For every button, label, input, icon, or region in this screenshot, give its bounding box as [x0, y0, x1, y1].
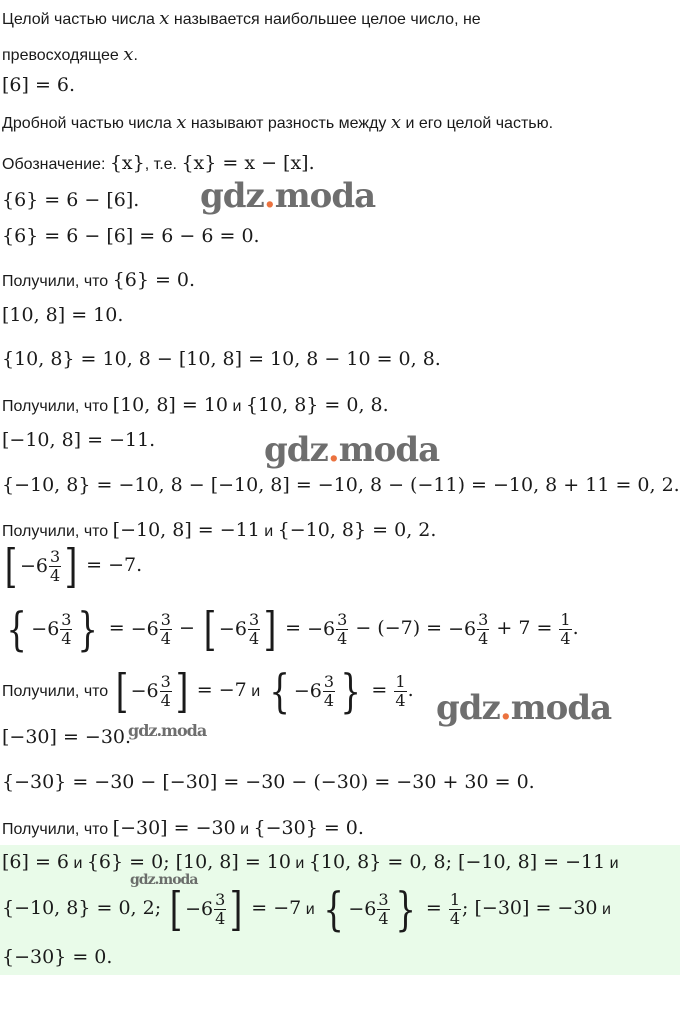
answer-line-2: {−10, 8} = 0, 2; [ −6 $\frac{3}{4}$ ] = −7 и { −6 $\frac{3}{4}$ } = $\frac{1}{4}$ ; [−30] = −30 и	[2, 882, 611, 936]
result-line-10-8: Получили, что [10, 8] = 10 и {10, 8} = 0, 8.	[2, 394, 389, 416]
math-line-neg-10-8: [−10, 8] = −11.	[2, 429, 156, 451]
watermark-logo: gdz.moda	[128, 721, 207, 740]
result-line-neg-30: Получили, что [−30] = −30 и {−30} = 0.	[2, 817, 364, 839]
result-line-neg-10-8: Получили, что [−10, 8] = −11 и {−10, 8} = 0, 2.	[2, 519, 437, 541]
math-line-10-8: [10, 8] = 10.	[2, 304, 124, 326]
math-line-mixed-floor: [ −6 $\frac{3}{4}$ ] = −7.	[4, 539, 143, 593]
watermark-logo: gdz.moda	[200, 176, 376, 216]
answer-line-3: {−30} = 0.	[2, 946, 113, 968]
watermark-logo: gdz.moda	[264, 430, 440, 470]
answer-line-1: [6] = 6 и {6} = 0; [10, 8] = 10 и {10, 8} = 0, 8; [−10, 8] = −11 и	[2, 851, 619, 873]
notation-line: Обозначение: {x}, т.е. {x} = x − [x].	[2, 152, 315, 174]
result-line-mixed: Получили, что [ −6 $\frac{3}{4}$ ] = −7 и { −6 $\frac{3}{4}$ } = $\frac{1}{4}$ .	[2, 664, 414, 718]
math-line-6-frac-calc: {6} = 6 − [6] = 6 − 6 = 0.	[2, 225, 260, 247]
definition-fractional-part: Дробной частью числа x называют разность между x и его целой частью.	[2, 112, 554, 133]
math-line-mixed-frac: { −6 $\frac{3}{4}$ } = −6 $\frac{3}{4}$ − [ −6 $\frac{3}{4}$ ] = −6 $\frac{3}{4}$ − (−7) = −6 $\frac{3}{4}$ + 7 = $\frac{1}{4}$ .	[6, 602, 579, 656]
math-line-neg-10-8-frac: {−10, 8} = −10, 8 − [−10, 8] = −10, 8 − (−11) = −10, 8 + 11 = 0, 2.	[2, 474, 680, 496]
math-line-neg-30: [−30] = −30.	[2, 726, 132, 748]
definition-integer-part: Целой частью числа x называется наибольшее целое число, не	[2, 8, 481, 29]
math-line-neg-30-frac: {−30} = −30 − [−30] = −30 − (−30) = −30 + 30 = 0.	[2, 771, 535, 793]
result-line-6: Получили, что {6} = 0.	[2, 269, 196, 291]
example-integer-6: [6] = 6.	[2, 74, 76, 96]
math-line-6-frac: {6} = 6 − [6].	[2, 189, 140, 211]
watermark-logo: gdz.moda	[436, 688, 612, 728]
math-line-10-8-frac: {10, 8} = 10, 8 − [10, 8] = 10, 8 − 10 = 0, 8.	[2, 348, 441, 370]
watermark-logo: gdz.moda	[130, 872, 198, 888]
definition-integer-part-cont: превосходящее x.	[2, 44, 138, 65]
